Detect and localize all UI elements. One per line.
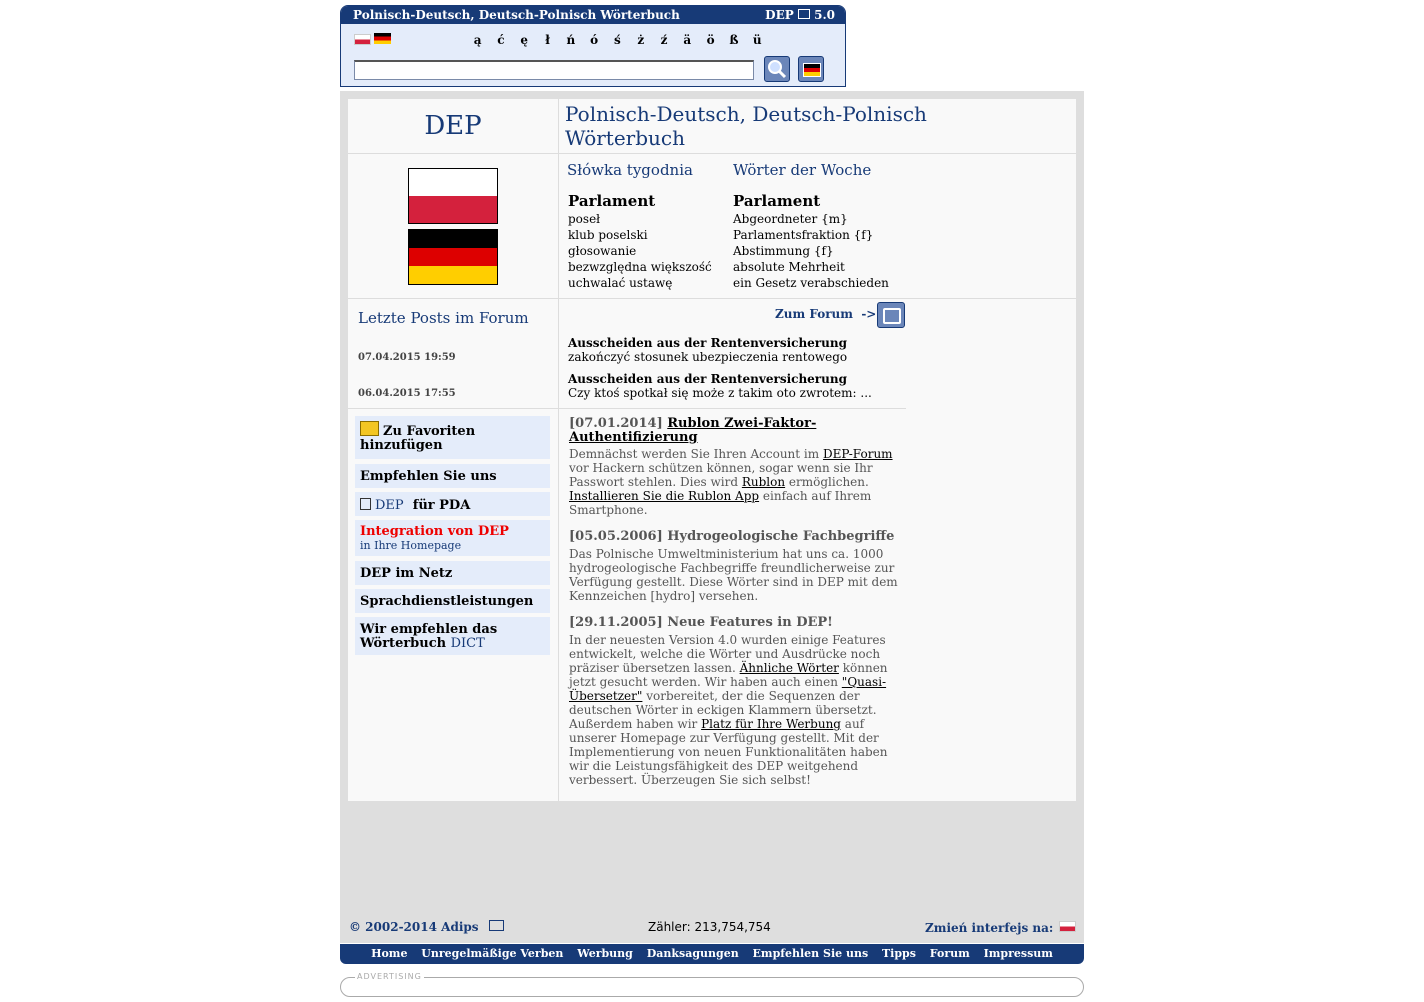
german-flag-icon[interactable]: [374, 33, 391, 44]
search-input[interactable]: [354, 60, 754, 80]
forum-link[interactable]: Zum Forum ->: [775, 307, 877, 321]
integration-button[interactable]: Integration von DEP in Ihre Homepage: [355, 520, 550, 556]
footer-link-thanks[interactable]: Danksagungen: [646, 947, 739, 960]
language-switch-button[interactable]: [798, 56, 824, 82]
news-title-link[interactable]: Rublon Zwei-Faktor-Authentifizierung: [569, 416, 817, 445]
special-char-button[interactable]: ś: [614, 33, 621, 47]
dep-net-button[interactable]: DEP im Netz: [355, 561, 550, 585]
footer-link-tips[interactable]: Tipps: [881, 947, 916, 960]
special-char-button[interactable]: ć: [497, 33, 505, 47]
german-flag-image[interactable]: [408, 229, 498, 285]
forum-post[interactable]: Ausscheiden aus der Rentenversicherung zakończyć stosunek ubezpieczenia rentowego: [568, 336, 848, 364]
week-title-pl: Słówka tygodnia: [567, 161, 693, 179]
footer-link-forum[interactable]: Forum: [929, 947, 970, 960]
recommend-dict-button[interactable]: Wir empfehlen das Wörterbuch DICT: [355, 617, 550, 655]
search-box: [340, 5, 846, 87]
post-date: 06.04.2015 17:55: [358, 388, 456, 399]
folder-star-icon: [360, 421, 379, 436]
special-char-button[interactable]: ß: [729, 33, 739, 47]
advertising-label: ADVERTISING: [357, 972, 422, 981]
content-panel: [348, 99, 1076, 801]
special-chars: [466, 33, 769, 47]
week-list-pl: Parlament poseł klub poselski głosowanie bezwzględna większość uchwalać ustawę: [568, 192, 712, 290]
german-flag-icon: [803, 63, 821, 77]
rublon-link[interactable]: Rublon: [741, 475, 786, 489]
copyright: © 2002-2014 Adips: [349, 920, 504, 934]
special-char-button[interactable]: ą: [473, 33, 482, 47]
visit-counter: Zähler: 213,754,754: [648, 920, 771, 934]
footer-link-recommend[interactable]: Empfehlen Sie uns: [752, 947, 869, 960]
dep-logo[interactable]: DEP: [424, 111, 482, 141]
forum-book-icon[interactable]: [877, 302, 905, 328]
magnifier-icon: [765, 57, 789, 81]
special-char-button[interactable]: ó: [590, 33, 599, 47]
advertising-box[interactable]: [340, 977, 1084, 997]
footer-link-verbs[interactable]: Unregelmäßige Verben: [421, 947, 564, 960]
pda-icon: [360, 498, 371, 510]
polish-flag-icon[interactable]: [1059, 921, 1076, 932]
footer-link-home[interactable]: Home: [371, 947, 408, 960]
page-title: Polnisch-Deutsch, Deutsch-Polnisch Wörterbuch: [565, 102, 927, 150]
search-title: Polnisch-Deutsch, Deutsch-Polnisch Wörterbuch: [353, 8, 680, 22]
forum-post[interactable]: Ausscheiden aus der Rentenversicherung Czy ktoś spotkał się może z takim oto zwrotem: ...: [568, 372, 872, 400]
news-item: [07.01.2014] Rublon Zwei-Faktor-Authentifizierung Demnächst werden Sie Ihren Account im DEP-Forum vor Hackern schützen können, sogar wenn sie Ihr Passwort stehlen. Dies wird Rublon ermöglichen. Installieren Sie die Rublon App einfach auf Ihrem Smartphone.: [569, 416, 893, 517]
footer-nav: [340, 944, 1084, 964]
language-services-button[interactable]: Sprachdienstleistungen: [355, 589, 550, 613]
special-char-button[interactable]: ń: [566, 33, 576, 47]
special-char-button[interactable]: ä: [683, 33, 692, 47]
special-char-button[interactable]: ü: [752, 33, 762, 47]
special-char-button[interactable]: ż: [637, 33, 645, 47]
week-title-de: Wörter der Woche: [733, 161, 872, 179]
add-favorite-button[interactable]: Zu Favoriten hinzufügen: [355, 416, 550, 459]
news-item: [05.05.2006] Hydrogeologische Fachbegriffe Das Polnische Umweltministerium hat uns ca. 1000 hydrogeologische Fachbegriffe freundlicherweise zur Verfügung gestellt. Diese Wörter sind in DEP mit dem Kennzeichen [hydro] versehen.: [569, 529, 898, 603]
special-char-button[interactable]: ę: [520, 33, 529, 47]
week-list-de: Parlament Abgeordneter {m} Parlamentsfraktion {f} Abstimmung {f} absolute Mehrheit ein Gesetz verabschieden: [733, 192, 889, 290]
footer-link-imprint[interactable]: Impressum: [983, 947, 1053, 960]
polish-flag-image[interactable]: [408, 168, 498, 224]
dep-forum-link[interactable]: DEP-Forum: [822, 447, 893, 461]
advertising-space-link[interactable]: Platz für Ihre Werbung: [701, 717, 841, 731]
footer-link-ads[interactable]: Werbung: [577, 947, 633, 960]
mail-icon[interactable]: [489, 920, 504, 931]
change-interface-label: Zmień interfejs na:: [925, 921, 1054, 935]
special-char-button[interactable]: ö: [706, 33, 715, 47]
polish-flag-icon[interactable]: [354, 34, 371, 45]
forum-title: Letzte Posts im Forum: [358, 309, 529, 327]
similar-words-link[interactable]: Ähnliche Wörter: [739, 661, 839, 675]
quasi-translator-link[interactable]: "Quasi-Übersetzer": [569, 675, 887, 703]
search-button[interactable]: [764, 56, 790, 82]
pda-button[interactable]: DEP für PDA: [355, 492, 550, 516]
recommend-button[interactable]: Empfehlen Sie uns: [355, 464, 550, 488]
search-header: [341, 6, 845, 24]
rublon-app-link[interactable]: Installieren Sie die Rublon App: [569, 489, 760, 503]
news-item: [29.11.2005] Neue Features in DEP! In der neuesten Version 4.0 wurden einige Features entwickelt, welche die Wörter und Ausdrücke noch präziser übersetzen lassen. Ähnliche Wörter können jetzt gesucht werden. Wir haben auch einen "Quasi-Übersetzer" vorbereitet, der die Sequenzen der deutschen Wörter in eckigen Klammern übersetzt. Außerdem haben wir Platz für Ihre Werbung auf unserer Homepage zur Verfügung gestellt. Mit der Implementierung von neuen Funktionalitäten haben wir die Leistungsfähigkeit des DEP weitgehend verbessert. Überzeugen Sie sich selbst!: [569, 615, 888, 787]
special-char-button[interactable]: ź: [660, 33, 668, 47]
special-char-button[interactable]: ł: [545, 33, 550, 47]
post-date: 07.04.2015 19:59: [358, 352, 456, 363]
version-label: DEP 5.0: [765, 8, 835, 22]
book-icon: [798, 9, 810, 19]
